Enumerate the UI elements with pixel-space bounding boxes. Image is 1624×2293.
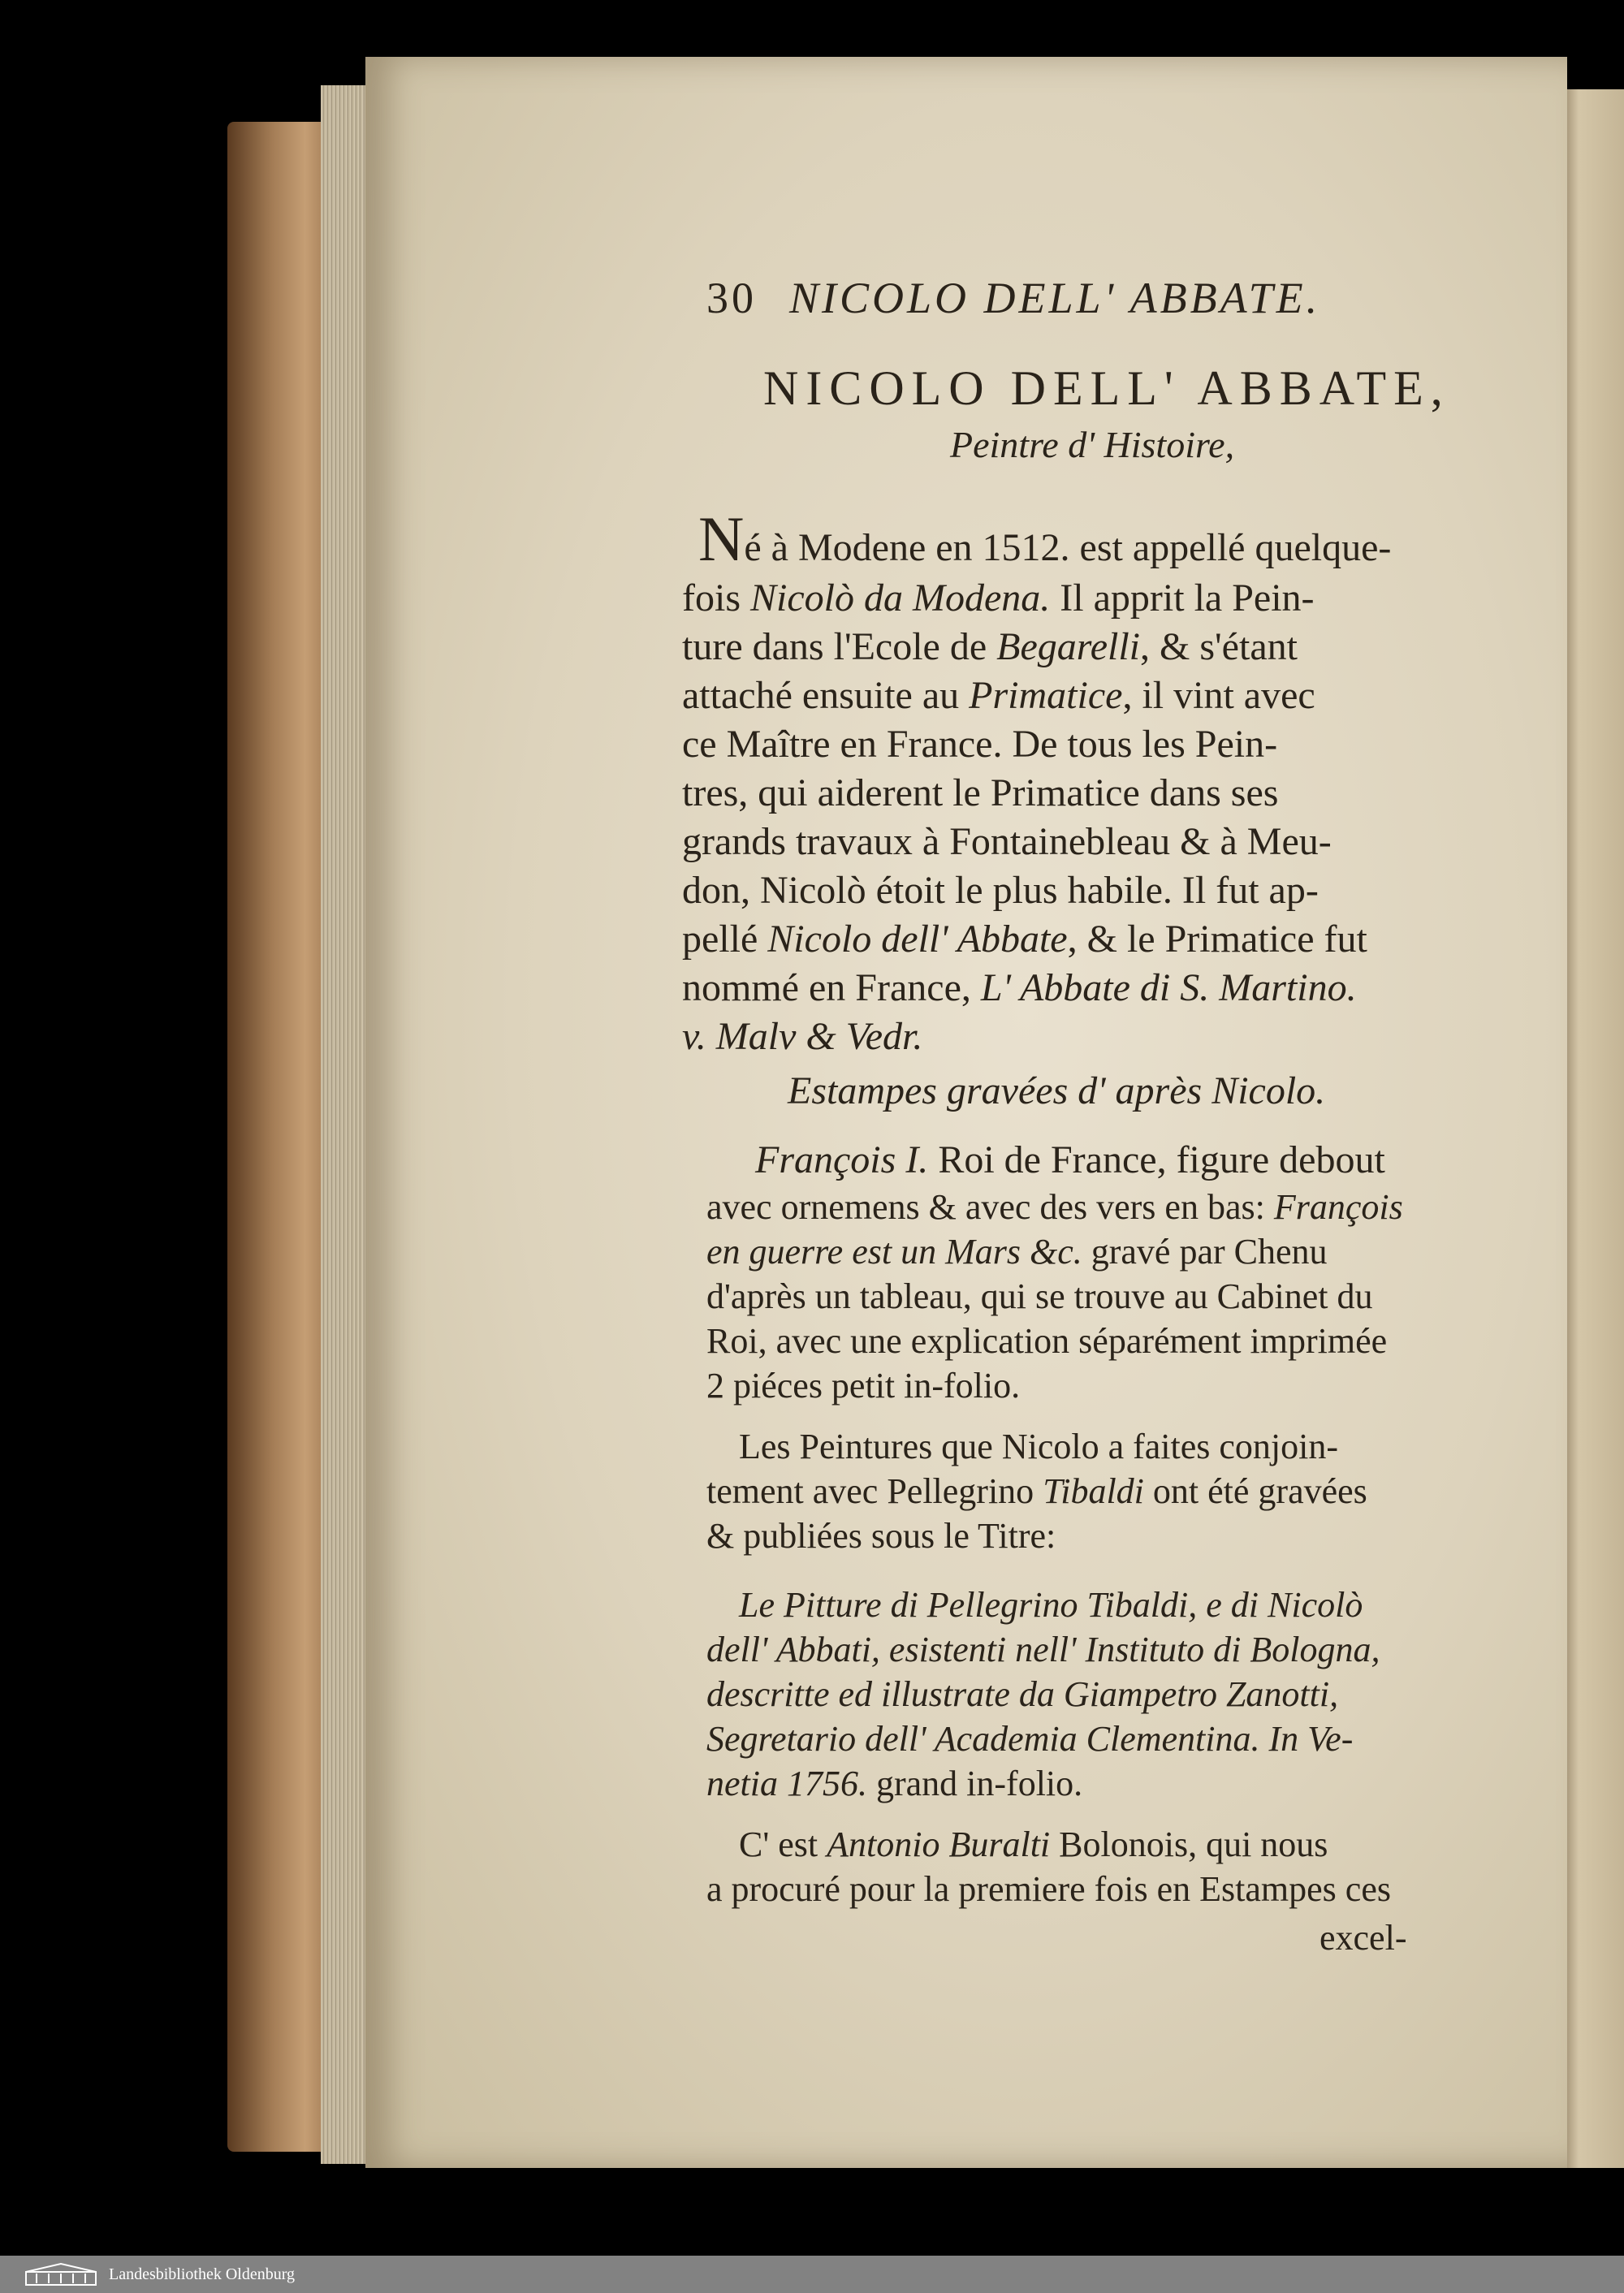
text-line: descritte ed illustrate da Giampetro Zanotti,: [706, 1674, 1339, 1714]
text-line: & publiées sous le Titre:: [706, 1516, 1056, 1556]
text-line: a procuré pour la premiere fois en Estampes ces: [706, 1869, 1391, 1909]
text-line: v. Malv & Vedr.: [682, 1015, 923, 1058]
text-line: ce Maître en France. De tous les Pein-: [682, 723, 1278, 766]
text-line: C' est Antonio Buralti Bolonois, qui nous: [739, 1824, 1328, 1864]
text-line: grands travaux à Fontainebleau & à Meu-: [682, 820, 1332, 863]
text-line: pellé Nicolo dell' Abbate, & le Primatice fut: [682, 918, 1367, 961]
running-title: NICOLO DELL' ABBATE.: [789, 274, 1321, 322]
text-line: Né à Modene en 1512. est appellé quelque-: [698, 503, 1392, 574]
library-name[interactable]: Landesbibliothek Oldenburg: [109, 2265, 296, 2283]
text-line: dell' Abbati, esistenti nell' Instituto di Bologna,: [706, 1630, 1380, 1669]
text-line: d'après un tableau, qui se trouve au Cabinet du: [706, 1276, 1373, 1316]
text-line: Le Pitture di Pellegrino Tibaldi, e di Nicolò: [739, 1585, 1363, 1625]
catchword: excel-: [1320, 1918, 1407, 1958]
text-line: Les Peintures que Nicolo a faites conjoin-: [739, 1427, 1339, 1466]
book-page: [365, 57, 1567, 2168]
text-line: ture dans l'Ecole de Begarelli, & s'étant: [682, 625, 1298, 668]
article-subtitle: Peintre d' Histoire,: [950, 424, 1235, 465]
page-number: 30: [706, 274, 757, 322]
text-line: Roi, avec une explication séparément imprimée: [706, 1321, 1388, 1361]
text-line: tement avec Pellegrino Tibaldi ont été gravées: [706, 1471, 1367, 1511]
text-line: nommé en France, L' Abbate di S. Martino.: [682, 966, 1357, 1009]
text-line: netia 1756. grand in-folio.: [706, 1764, 1083, 1803]
text-line: fois Nicolò da Modena. Il apprit la Pein-: [682, 576, 1315, 620]
library-logo-icon: [24, 2262, 97, 2287]
section-heading: Estampes gravées d' après Nicolo.: [788, 1069, 1326, 1112]
text-line: tres, qui aiderent le Primatice dans ses: [682, 771, 1279, 814]
text-line: 2 piéces petit in-folio.: [706, 1366, 1021, 1406]
text-line: François I. Roi de France, figure debout: [755, 1138, 1385, 1181]
article-title: NICOLO DELL' ABBATE,: [763, 361, 1450, 415]
text-line: avec ornemens & avec des vers en bas: François: [706, 1187, 1403, 1227]
text-line: en guerre est un Mars &c. gravé par Chenu: [706, 1232, 1328, 1272]
drop-cap: N: [698, 503, 745, 574]
text-line: Segretario dell' Academia Clementina. In Ve-: [706, 1719, 1354, 1759]
facing-page-edge: [1559, 89, 1624, 2168]
running-head: [706, 276, 1320, 320]
text-line: attaché ensuite au Primatice, il vint avec: [682, 674, 1315, 717]
text-line: don, Nicolò étoit le plus habile. Il fut ap-: [682, 869, 1319, 912]
footer-bar: [0, 2256, 1624, 2293]
